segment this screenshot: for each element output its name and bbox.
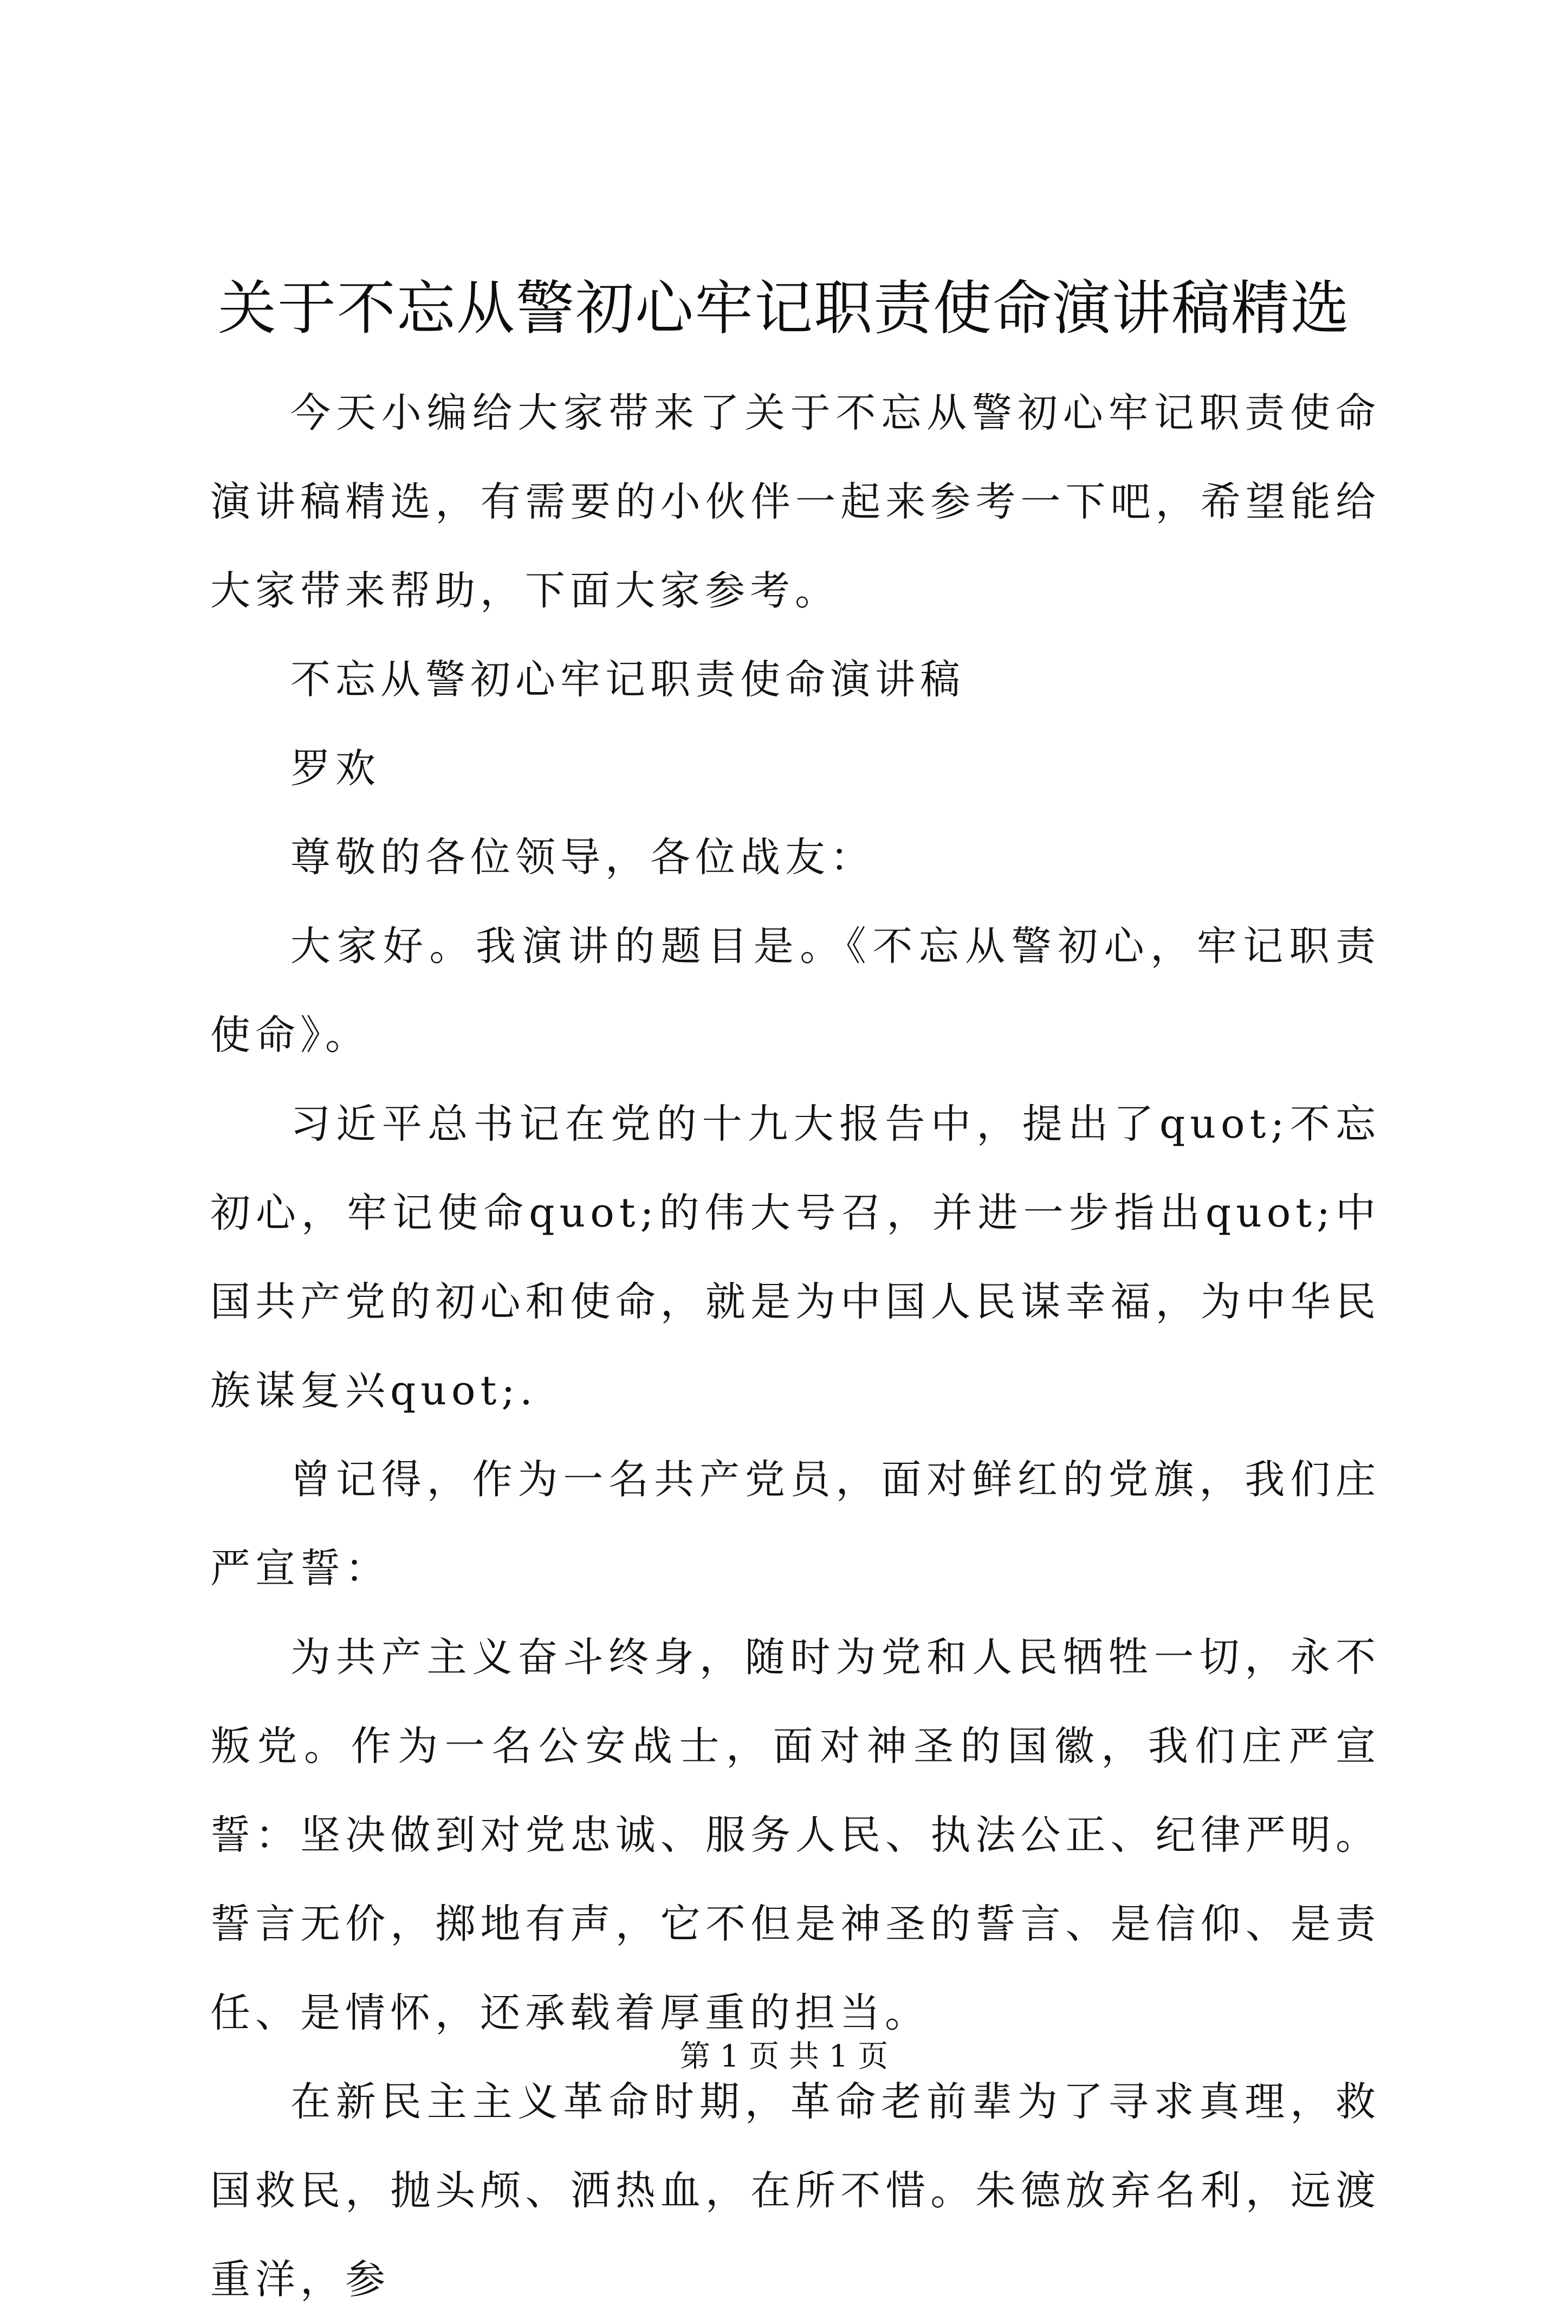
body-paragraph: 在新民主主义革命时期，革命老前辈为了寻求真理，救国救民，抛头颅、洒热血，在所不惜。朱德放弃名利，远渡重洋，参 — [210, 2078, 1381, 2303]
author-paragraph: 罗欢 — [290, 745, 380, 792]
opening-paragraph: 大家好。我演讲的题目是。《不忘从警初心，牢记职责使命》。 — [210, 923, 1381, 1058]
body-paragraph: 为共产主义奋斗终身，随时为党和人民牺牲一切，永不叛党。作为一名公安战士，面对神圣的国徽，我们庄严宣誓：坚决做到对党忠诚、服务人民、执法公正、纪律严明。誓言无价，掷地有声，它不但是神圣的誓言、是信仰、是责任、是情怀，还承载着厚重的担当。 — [210, 1634, 1381, 2036]
salutation-paragraph: 尊敬的各位领导，各位战友： — [290, 834, 875, 881]
page-footer: 第 1 页 共 1 页 — [679, 2039, 889, 2074]
speech-title-paragraph: 不忘从警初心牢记职责使命演讲稿 — [290, 656, 965, 703]
intro-paragraph: 今天小编给大家带来了关于不忘从警初心牢记职责使命演讲稿精选，有需要的小伙伴一起来参考一下吧，希望能给大家带来帮助，下面大家参考。 — [210, 390, 1381, 614]
body-paragraph: 习近平总书记在党的十九大报告中，提出了quot;不忘初心，牢记使命quot;的伟大号召，并进一步指出quot;中国共产党的初心和使命，就是为中国人民谋幸福，为中华民族谋复兴quot;. — [210, 1101, 1381, 1414]
document-title: 关于不忘从警初心牢记职责使命演讲稿精选 — [217, 275, 1350, 343]
document-body — [210, 369, 1381, 2324]
body-paragraph: 曾记得，作为一名共产党员，面对鲜红的党旗，我们庄严宣誓： — [210, 1456, 1381, 1592]
